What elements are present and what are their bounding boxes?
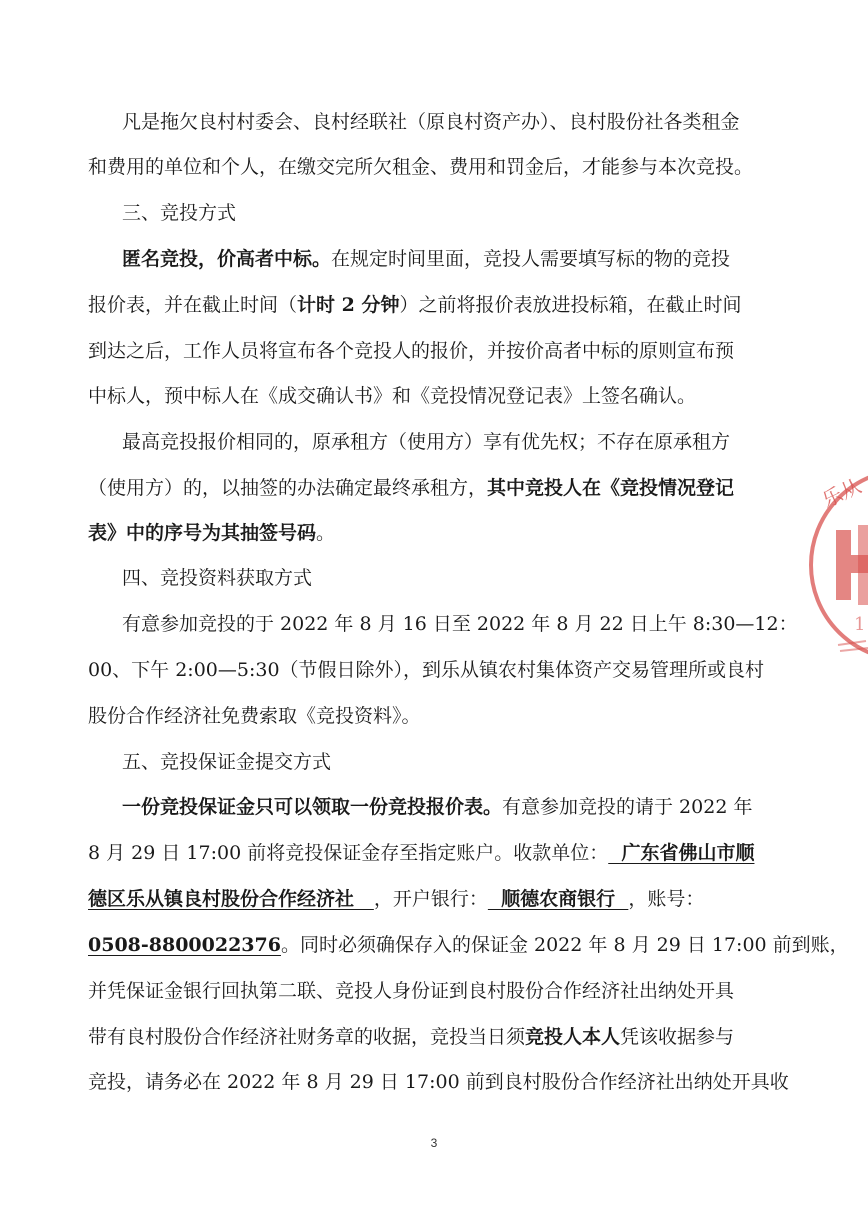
seal-text: 乐从 [818, 473, 865, 513]
section-heading [0, 747, 868, 777]
text-line: 有意参加竞投的于 2022 年 8 月 16 日至 2022 年 8 月 22 日上午 8:30—12： [122, 613, 798, 635]
text-line: 并凭保证金银行回执第二联、竞投人身份证到良村股份合作经济社出纳处开具 [88, 980, 735, 1002]
paragraph-text [0, 381, 868, 411]
paragraph-text [0, 336, 868, 366]
bold-text: 计时 2 分钟 [297, 294, 400, 316]
bold-text: 竞投人本人 [525, 1026, 621, 1048]
bold-text: 一份竞投保证金只可以领取一份竞投报价表。 [122, 796, 503, 818]
paragraph-text [0, 884, 868, 914]
paragraph-text [0, 792, 868, 822]
text-line: 。 [316, 522, 336, 544]
bank-name: 顺德农商银行 [487, 888, 629, 910]
page-number: 3 [430, 1136, 438, 1150]
seal-text: 1 [854, 614, 866, 635]
section-heading [0, 198, 868, 228]
paragraph-text [0, 976, 868, 1006]
paragraph-text [0, 290, 868, 320]
official-seal-stamp [796, 455, 868, 675]
heading-text: 五、竞投保证金提交方式 [122, 751, 332, 773]
text-line: 最高竞投报价相同的，原承租方（使用方）享有优先权；不存在原承租方 [122, 431, 731, 453]
paragraph-text [0, 838, 868, 868]
text-line: 带有良村股份合作经济社财务章的收据，竞投当日须 [88, 1026, 526, 1048]
payee-name: 德区乐从镇良村股份合作经济社 [88, 888, 374, 910]
heading-text: 四、竞投资料获取方式 [122, 567, 313, 589]
text-line: 和费用的单位和个人，在缴交完所欠租金、费用和罚金后，才能参与本次竞投。 [88, 156, 754, 178]
bold-text: 其中竞投人在《竞投情况登记 [487, 477, 735, 499]
text-line: 竞投，请务必在 2022 年 8 月 29 日 17:00 前到良村股份合作经济社出纳处开具收 [88, 1071, 789, 1093]
paragraph-text [0, 473, 868, 503]
text-line: 到达之后，工作人员将宣布各个竞投人的报价，并按价高者中标的原则宣布预 [88, 340, 735, 362]
account-number: 0508-8800022376 [88, 934, 281, 956]
text-line: 00、下午 2:00—5:30（节假日除外），到乐从镇农村集体资产交易管理所或良村 [88, 659, 765, 681]
paragraph-text [0, 244, 868, 274]
paragraph-text [0, 1022, 868, 1052]
paragraph-text [0, 518, 868, 548]
text-line: ，开户银行： [373, 888, 488, 910]
text-line: ）之前将报价表放进投标箱，在截止时间 [399, 294, 742, 316]
text-line: 在规定时间里面，竞投人需要填写标的物的竞投 [331, 248, 731, 270]
text-line: 凡是拖欠良村村委会、良村经联社（原良村资产办）、良村股份社各类租金 [122, 111, 740, 133]
paragraph-text [0, 930, 868, 960]
heading-text: 三、竞投方式 [122, 202, 237, 224]
paragraph-text [0, 655, 868, 685]
paragraph-text [0, 152, 868, 182]
bold-text: 匿名竞投，价高者中标。 [122, 248, 332, 270]
text-line: 。同时必须确保存入的保证金 2022 年 8 月 29 日 17:00 前到账， [280, 934, 849, 956]
text-line: 报价表，并在截止时间（ [88, 294, 298, 316]
text-line: 凭该收据参与 [620, 1026, 735, 1048]
bold-text: 表》中的序号为其抽签号码 [88, 522, 317, 544]
text-line: 中标人，预中标人在《成交确认书》和《竞投情况登记表》上签名确认。 [88, 385, 697, 407]
text-line: 股份合作经济社免费索取《竞投资料》。 [88, 705, 421, 727]
text-line: 8 月 29 日 17:00 前将竞投保证金存至指定账户。收款单位： [88, 842, 609, 864]
payee-name: 广东省佛山市顺 [608, 842, 755, 864]
paragraph-text [0, 427, 868, 457]
text-line: （使用方）的，以抽签的办法确定最终承租方， [88, 477, 488, 499]
paragraph-text [0, 1067, 868, 1097]
text-line: ，账号： [628, 888, 705, 910]
seal-icon [796, 455, 868, 675]
paragraph-text [0, 107, 868, 137]
text-line: 有意参加竞投的请于 2022 年 [502, 796, 753, 818]
paragraph-text [0, 609, 868, 639]
section-heading [0, 563, 868, 593]
paragraph-text [0, 701, 868, 731]
